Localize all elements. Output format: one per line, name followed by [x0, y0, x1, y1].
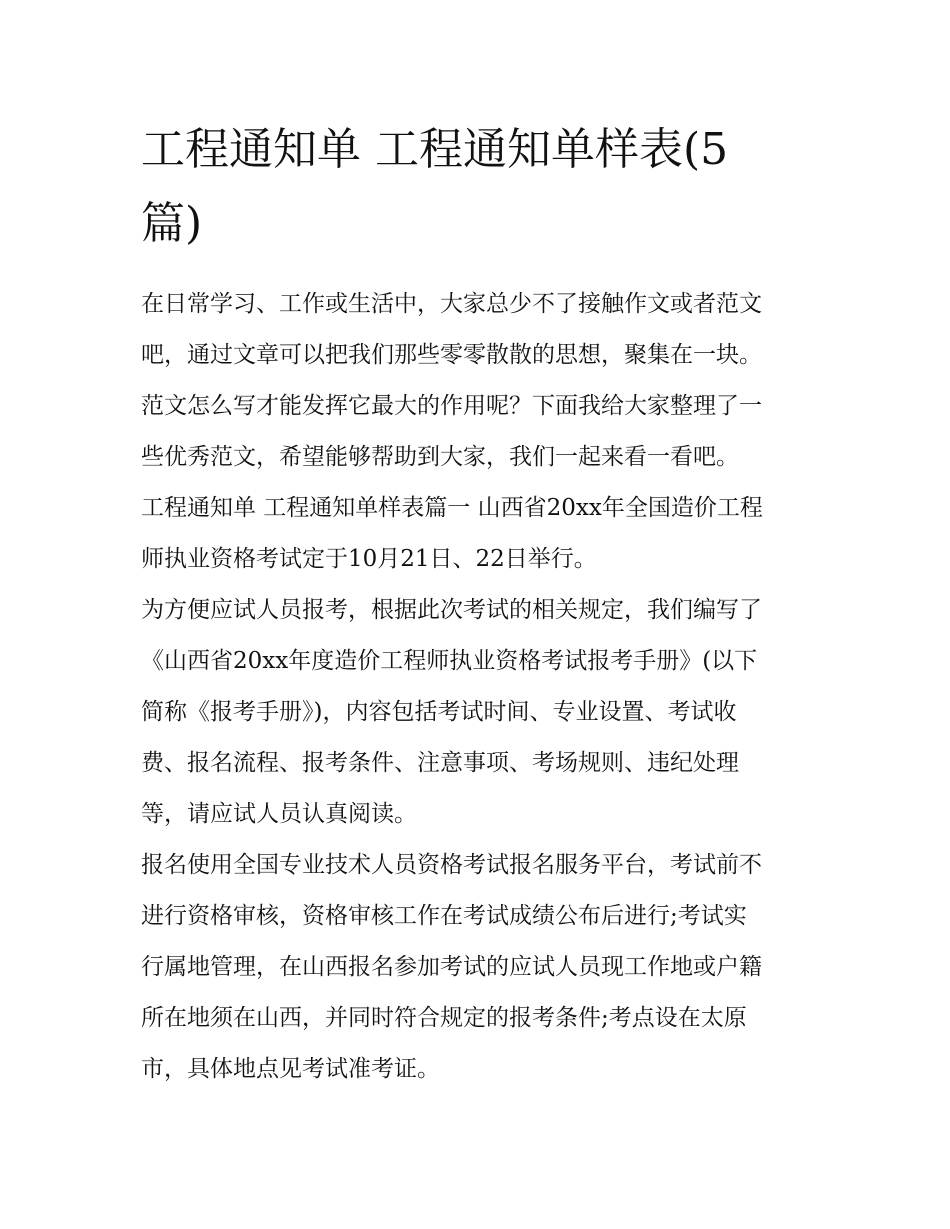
- paragraph-line: 在日常学习、工作或生活中，大家总少不了接触作文或者范文: [141, 291, 762, 317]
- title-line: 工程通知单 工程通知单样表(5: [141, 124, 729, 175]
- paragraph-line: 吧，通过文章可以把我们那些零零散散的思想，聚集在一块。: [141, 342, 762, 368]
- handbook-paragraph: [141, 585, 817, 840]
- paragraph-line: 进行资格审核，资格审核工作在考试成绩公布后进行;考试实: [141, 903, 747, 929]
- paragraph-line: 工程通知单 工程通知单样表篇一 山西省20xx年全国造价工程: [141, 495, 763, 521]
- paragraph-line: 等，请应试人员认真阅读。: [141, 801, 417, 827]
- document-content: [141, 113, 817, 1095]
- paragraph-line: 市，具体地点见考试准考证。: [141, 1056, 440, 1082]
- paragraph-line: 师执业资格考试定于10月21日、22日举行。: [141, 546, 597, 572]
- registration-paragraph: [141, 840, 817, 1095]
- title-spacing: [141, 261, 817, 279]
- intro-paragraph: [141, 279, 817, 483]
- paragraph-line: 简称《报考手册》)，内容包括考试时间、专业设置、考试收: [141, 699, 737, 725]
- paragraph-line: 行属地管理，在山西报名参加考试的应试人员现工作地或户籍: [141, 954, 762, 980]
- paragraph-line: 《山西省20xx年度造价工程师执业资格考试报考手册》(以下: [141, 648, 758, 674]
- document-title: [141, 113, 817, 261]
- paragraph-line: 所在地须在山西，并同时符合规定的报考条件;考点设在太原: [141, 1005, 747, 1031]
- paragraph-line: 为方便应试人员报考，根据此次考试的相关规定，我们编写了: [141, 597, 762, 623]
- paragraph-line: 些优秀范文，希望能够帮助到大家，我们一起来看一看吧。: [141, 444, 739, 470]
- exam-date-paragraph: [141, 483, 817, 585]
- paragraph-line: 报名使用全国专业技术人员资格考试报名服务平台，考试前不: [141, 852, 762, 878]
- paragraph-line: 费、报名流程、报考条件、注意事项、考场规则、违纪处理: [141, 750, 739, 776]
- paragraph-line: 范文怎么写才能发挥它最大的作用呢？下面我给大家整理了一: [141, 393, 762, 419]
- title-line: 篇): [141, 198, 203, 249]
